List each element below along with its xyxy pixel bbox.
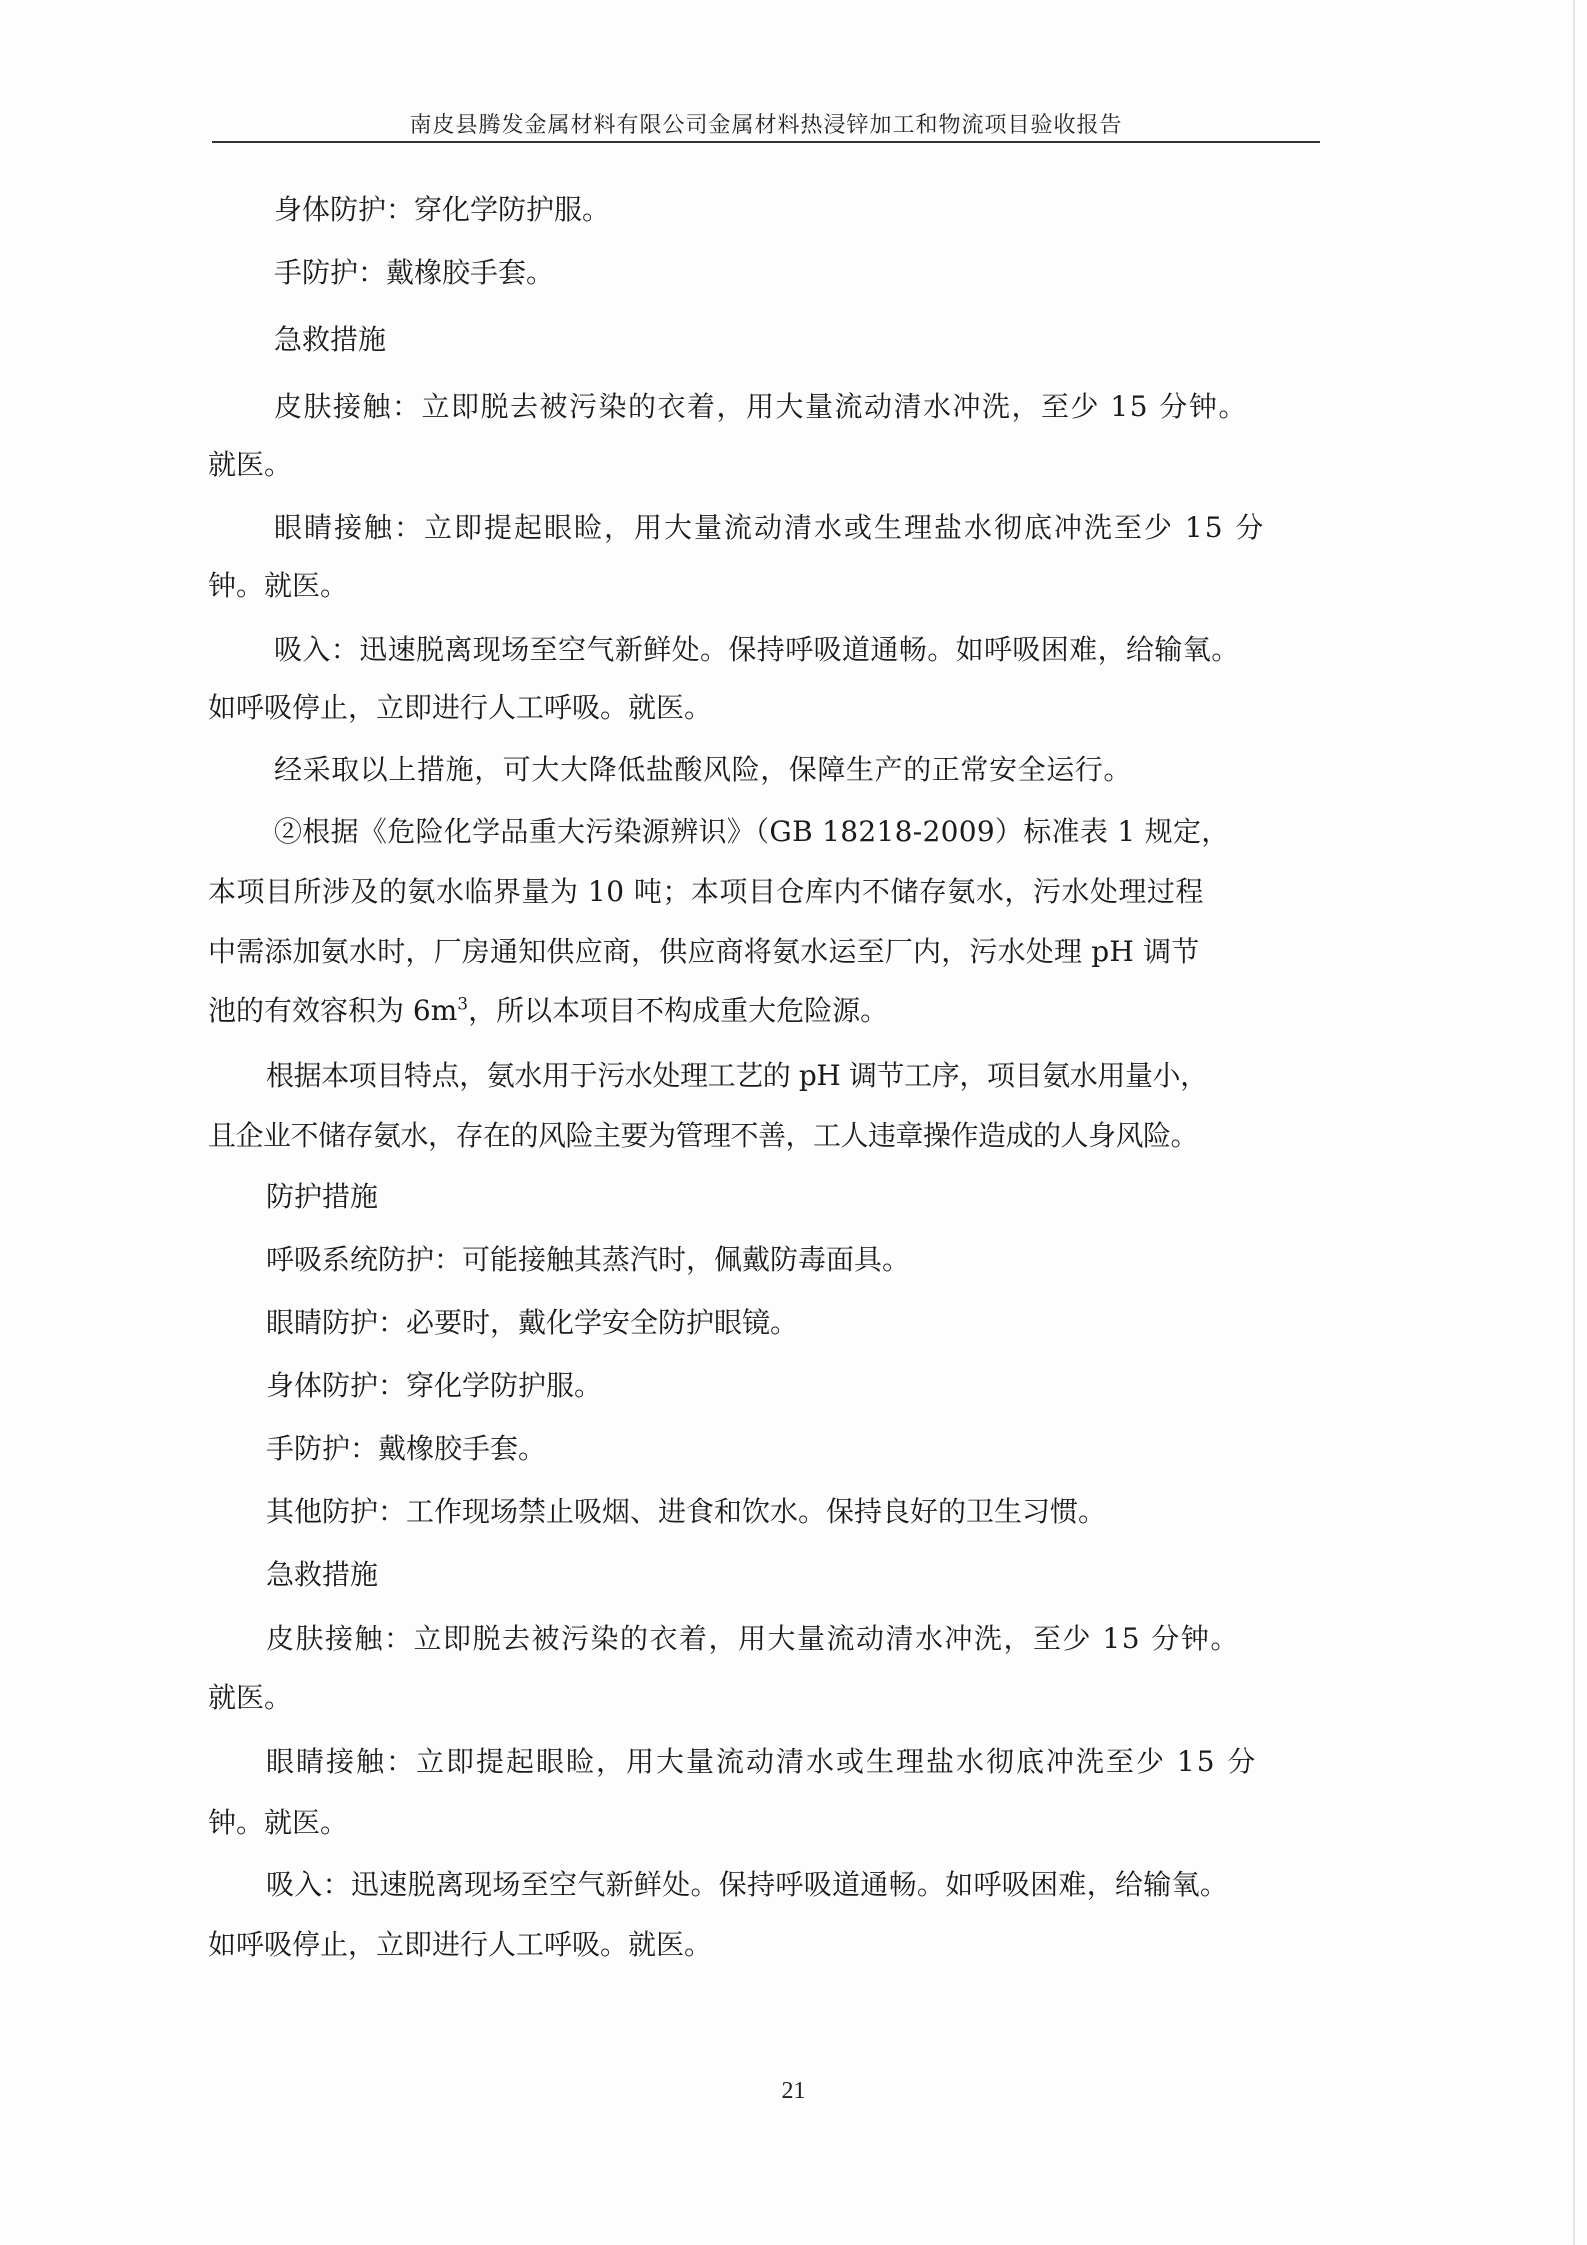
text-line: 吸入：迅速脱离现场至空气新鲜处。保持呼吸道通畅。如呼吸困难，给输氧。 <box>266 1868 1229 1901</box>
text-line: 呼吸系统防护：可能接触其蒸汽时，佩戴防毒面具。 <box>266 1243 911 1276</box>
report-header: 南皮县腾发金属材料有限公司金属材料热浸锌加工和物流项目验收报告 <box>409 113 1123 138</box>
text-line: 眼睛接触：立即提起眼睑，用大量流动清水或生理盐水彻底冲洗至少 15 分 <box>266 1745 1258 1778</box>
text-line: 根据本项目特点，氨水用于污水处理工艺的 pH 调节工序，项目氨水用量小， <box>266 1059 1208 1092</box>
header-rule <box>212 141 1320 143</box>
text-line: 经采取以上措施，可大大降低盐酸风险，保障生产的正常安全运行。 <box>274 753 1133 786</box>
text-line: 皮肤接触：立即脱去被污染的衣着，用大量流动清水冲洗，至少 15 分钟。 <box>274 390 1248 423</box>
scan-edge <box>1573 0 1575 2245</box>
text-line: 手防护：戴橡胶手套。 <box>274 256 555 289</box>
text-line: 身体防护：穿化学防护服。 <box>266 1369 603 1402</box>
text-line: 中需添加氨水时，厂房通知供应商，供应商将氨水运至厂内，污水处理 pH 调节 <box>208 935 1200 968</box>
text-line: 吸入：迅速脱离现场至空气新鲜处。保持呼吸道通畅。如呼吸困难，给输氧。 <box>274 633 1240 666</box>
text-line: 钟。就医。 <box>208 569 349 602</box>
text-line: 如呼吸停止，立即进行人工呼吸。就医。 <box>208 1928 713 1961</box>
text-line: 眼睛防护：必要时，戴化学安全防护眼镜。 <box>266 1306 799 1339</box>
text-line: 且企业不储存氨水，存在的风险主要为管理不善，工人违章操作造成的人身风险。 <box>208 1119 1199 1152</box>
text-line: 皮肤接触：立即脱去被污染的衣着，用大量流动清水冲洗，至少 15 分钟。 <box>266 1622 1240 1655</box>
text-line: 就医。 <box>208 448 293 481</box>
text-line: ②根据《危险化学品重大污染源辨识》（GB 18218-2009）标准表 1 规定， <box>274 815 1230 848</box>
text-line: 就医。 <box>208 1681 293 1714</box>
text-line: 防护措施 <box>266 1180 379 1213</box>
text-line: 钟。就医。 <box>208 1806 349 1839</box>
text-line: 急救措施 <box>266 1558 379 1591</box>
text-line: 身体防护：穿化学防护服。 <box>274 193 611 226</box>
text-line <box>208 993 888 1029</box>
superscript-cubed: 3 <box>457 994 469 1015</box>
text-line: 急救措施 <box>274 323 387 356</box>
text-line: 其他防护：工作现场禁止吸烟、进食和饮水。保持良好的卫生习惯。 <box>266 1495 1107 1528</box>
text-line: 眼睛接触：立即提起眼睑，用大量流动清水或生理盐水彻底冲洗至少 15 分 <box>274 511 1266 544</box>
conclusion-text: ，所以本项目不构成重大危险源。 <box>468 994 889 1027</box>
page-number: 21 <box>781 2078 806 2104</box>
text-line: 本项目所涉及的氨水临界量为 10 吨；本项目仓库内不储存氨水，污水处理过程 <box>208 875 1204 908</box>
volume-text: 池的有效容积为 6m <box>208 994 458 1027</box>
text-line: 如呼吸停止，立即进行人工呼吸。就医。 <box>208 691 713 724</box>
text-line: 手防护：戴橡胶手套。 <box>266 1432 547 1465</box>
